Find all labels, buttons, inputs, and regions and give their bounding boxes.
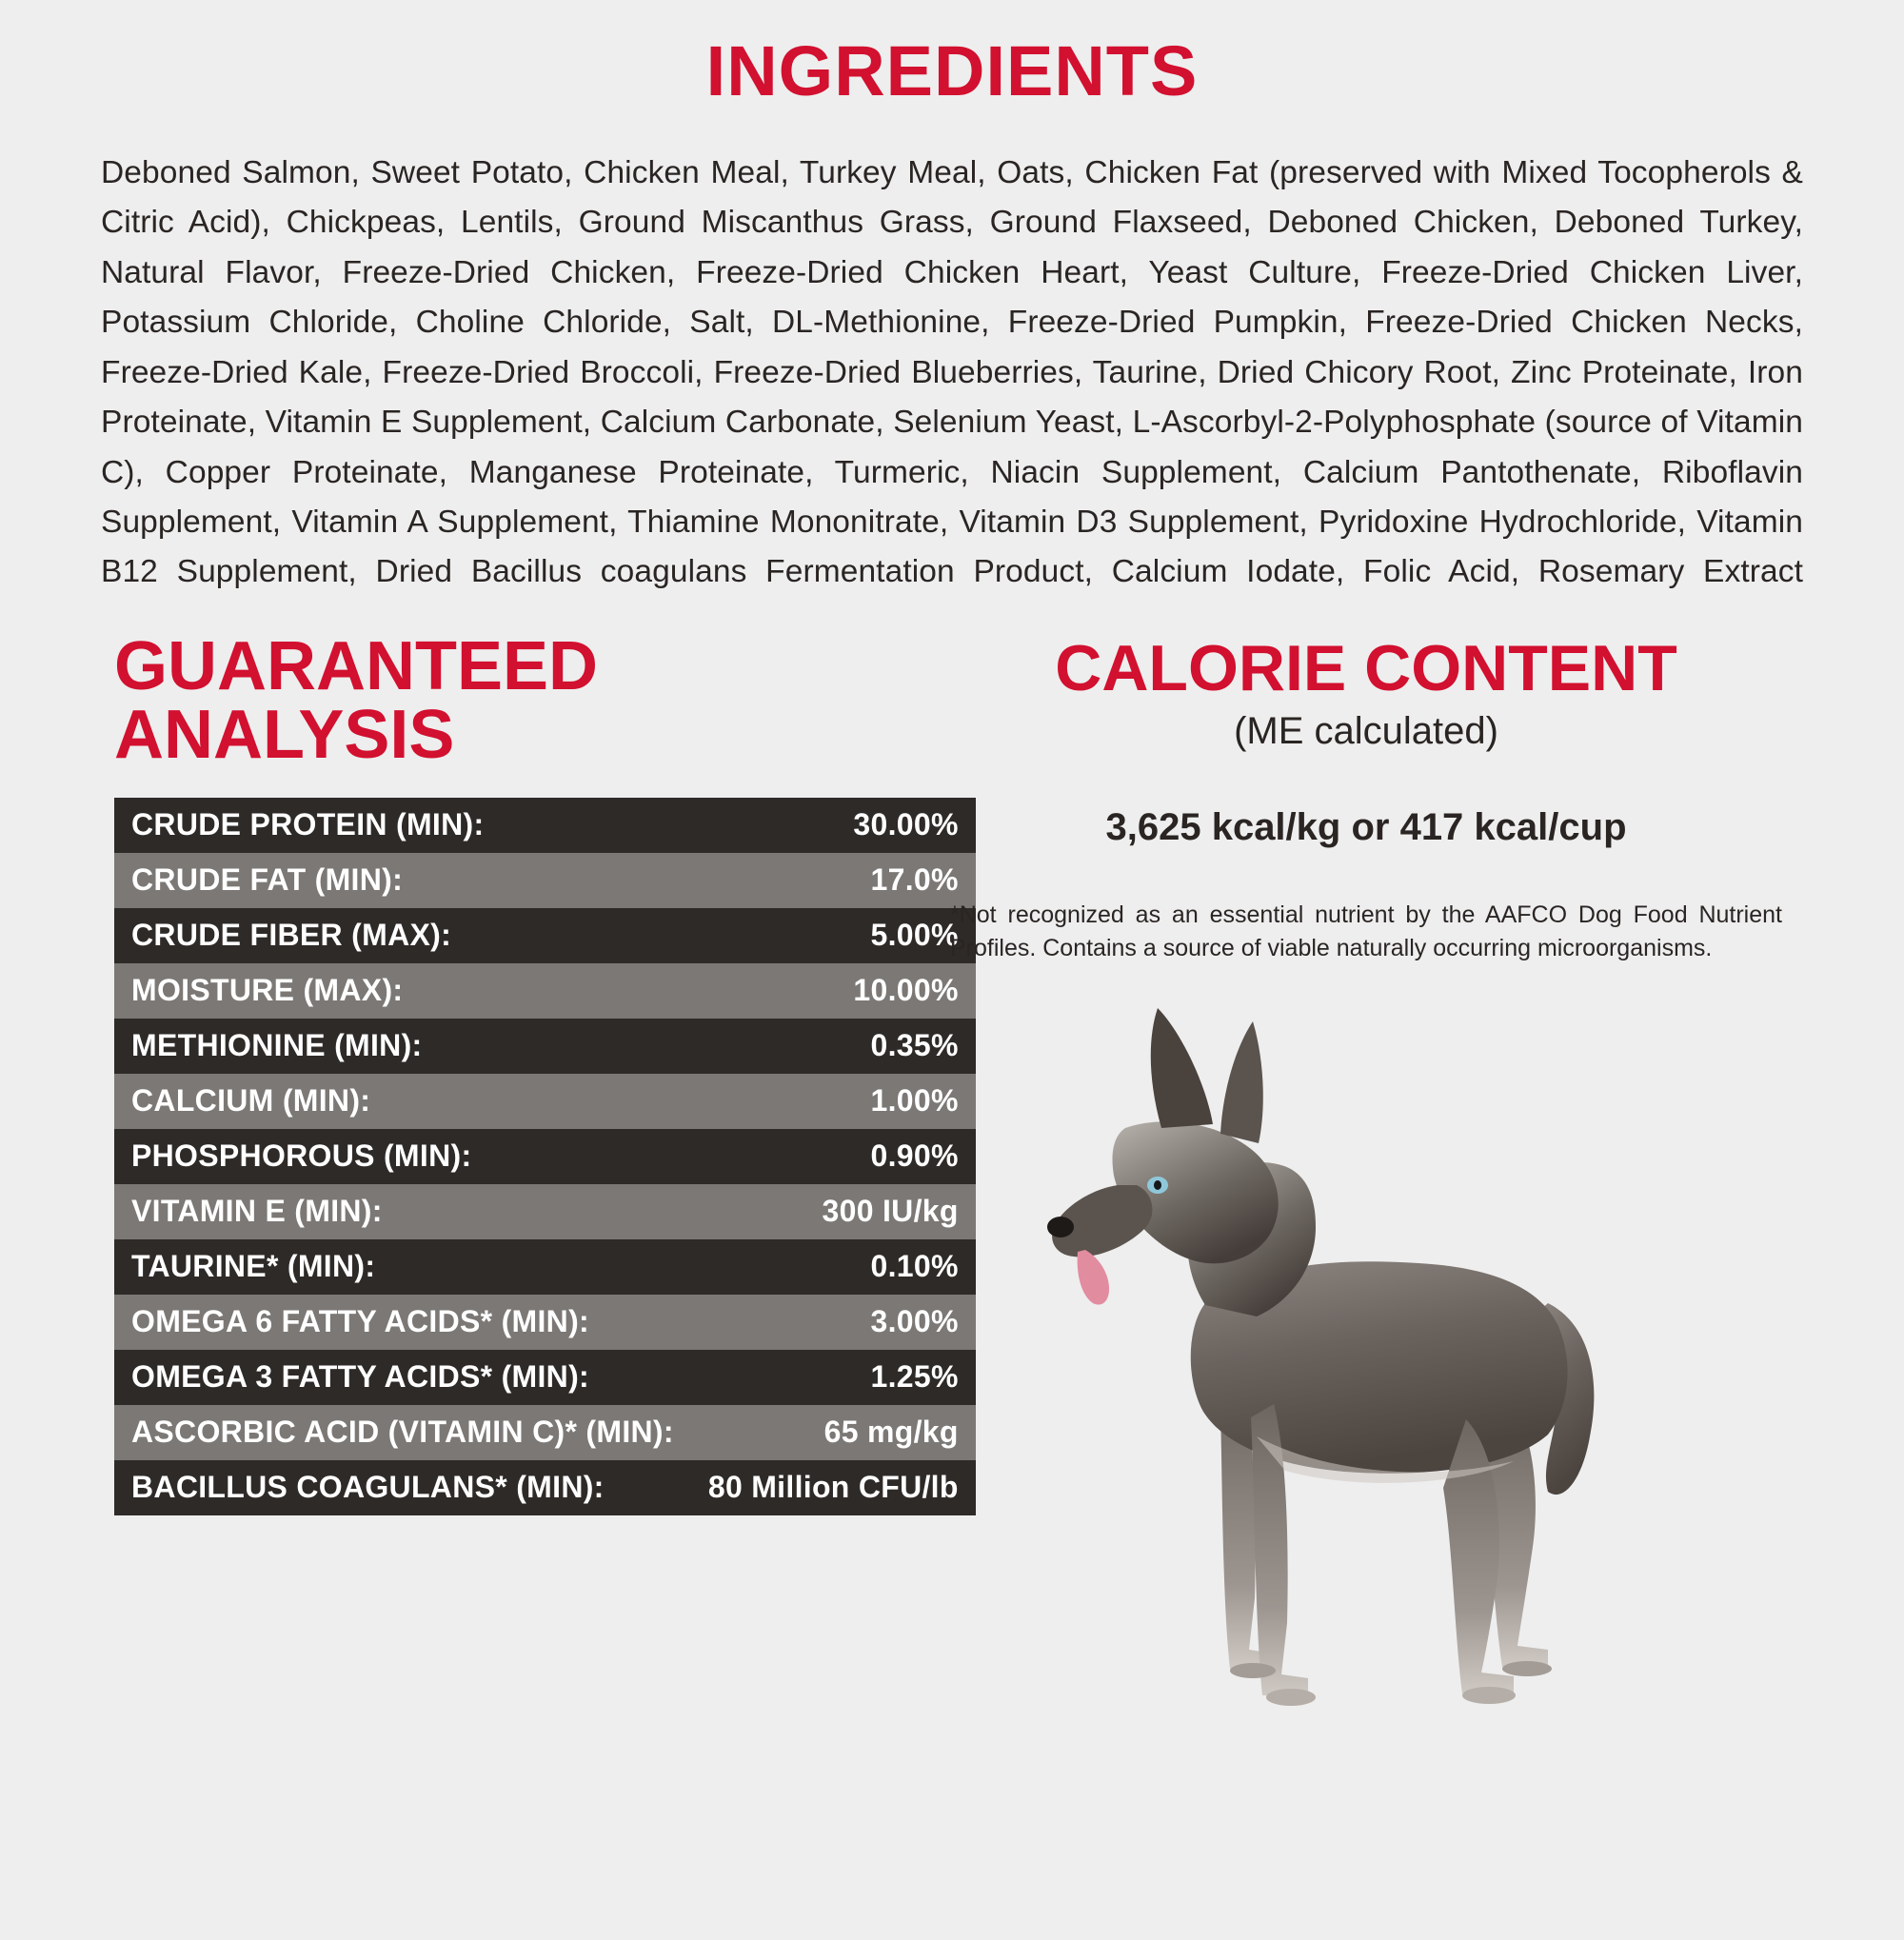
nutrient-label: PHOSPHOROUS (MIN): — [114, 1129, 691, 1184]
table-row — [114, 1239, 976, 1295]
table-row — [114, 853, 976, 908]
table-row — [114, 1074, 976, 1129]
calorie-content-heading: CALORIE CONTENT — [1055, 631, 1677, 704]
nutrient-value: 1.00% — [691, 1074, 976, 1129]
table-row — [114, 1019, 976, 1074]
table-row — [114, 1460, 976, 1515]
nutrient-label: OMEGA 3 FATTY ACIDS* (MIN): — [114, 1350, 691, 1405]
nutrient-label: METHIONINE (MIN): — [114, 1019, 691, 1074]
table-row — [114, 1129, 976, 1184]
nutrient-value: 300 IU/kg — [691, 1184, 976, 1239]
calorie-content-value: 3,625 kcal/kg or 417 kcal/cup — [1105, 805, 1627, 848]
nutrient-label: CALCIUM (MIN): — [114, 1074, 691, 1129]
table-row — [114, 798, 976, 853]
table-row — [114, 908, 976, 963]
table-row — [114, 963, 976, 1019]
calorie-content-subtitle: (ME calculated) — [1234, 709, 1498, 752]
nutrient-value: 30.00% — [691, 798, 976, 853]
ingredients-heading: INGREDIENTS — [705, 31, 1199, 110]
table-row — [114, 1405, 976, 1460]
table-row — [114, 1295, 976, 1350]
nutrient-value: 1.25% — [691, 1350, 976, 1405]
aafco-footnote: *Not recognized as an essential nutrient by the AAFCO Dog Food Nutrient Profiles. Contains a source of viable naturally occurring microorganisms. — [950, 901, 1782, 962]
nutrient-value: 65 mg/kg — [691, 1405, 976, 1460]
table-row — [114, 1350, 976, 1405]
nutrient-value: 0.35% — [691, 1019, 976, 1074]
dog-illustration-area — [885, 989, 1847, 1732]
nutrient-value: 3.00% — [691, 1295, 976, 1350]
nutrient-label: VITAMIN E (MIN): — [114, 1184, 691, 1239]
ingredients-text: Deboned Salmon, Sweet Potato, Chicken Meal, Turkey Meal, Oats, Chicken Fat (preserved with Mixed Tocopherols & Citric Acid), Chickpeas, Lentils, Ground Miscanthus Grass, Ground Flaxseed, Deboned Chicken, Deboned Turkey, Natural Flavor, Freeze-Dried Chicken, Freeze-Dried Chicken Heart, Yeast Culture, Freeze-Dried Chicken Liver, Potassium Chloride, Choline Chloride, Salt, DL-Methionine, Freeze-Dried Pumpkin, Freeze-Dried Chicken Necks, Freeze-Dried Kale, Freeze-Dried Broccoli, Freeze-Dried Blueberries, Taurine, Dried Chicory Root, Zinc Proteinate, Iron Proteinate, Vitamin E Supplement, Calcium Carbonate, Selenium Yeast, L-Ascorbyl-2-Polyphosphate (source of Vitamin C), Copper Proteinate, Manganese Proteinate, Turmeric, Niacin Supplement, Calcium Pantothenate, Riboflavin Supplement, Vitamin A Supplement, Thiamine Mononitrate, Vitamin D3 Supplement, Pyridoxine Hydrochloride, Vitamin B12 Supplement, Dried Bacillus coagulans Fermentation Product, Calcium Iodate, Folic Acid, Rosemary Extract — [101, 155, 1803, 590]
nutrient-label: OMEGA 6 FATTY ACIDS* (MIN): — [114, 1295, 691, 1350]
standing-dog-icon — [1019, 989, 1685, 1712]
nutrient-label: ASCORBIC ACID (VITAMIN C)* (MIN): — [114, 1405, 691, 1460]
nutrient-value: 0.90% — [691, 1129, 976, 1184]
nutrient-value: 17.0% — [691, 853, 976, 908]
nutrient-value: 10.00% — [691, 963, 976, 1019]
guaranteed-analysis-heading: GUARANTEED ANALYSIS — [114, 627, 599, 773]
nutrient-value: 0.10% — [691, 1239, 976, 1295]
nutrient-label: TAURINE* (MIN): — [114, 1239, 691, 1295]
nutrient-label: CRUDE FAT (MIN): — [114, 853, 691, 908]
nutrient-label: MOISTURE (MAX): — [114, 963, 691, 1019]
nutrition-panel — [0, 31, 1904, 1940]
nutrient-label: CRUDE FIBER (MAX): — [114, 908, 691, 963]
guaranteed-analysis-rows — [114, 798, 976, 1515]
lower-section — [0, 627, 1904, 1732]
nutrient-label: BACILLUS COAGULANS* (MIN): — [114, 1460, 691, 1515]
nutrient-value: 5.00% — [691, 908, 976, 963]
table-row — [114, 1184, 976, 1239]
nutrient-value: 80 Million CFU/lb — [691, 1460, 976, 1515]
calorie-content-column — [885, 632, 1904, 1732]
guaranteed-analysis-table — [114, 798, 976, 1515]
nutrient-label: CRUDE PROTEIN (MIN): — [114, 798, 691, 853]
guaranteed-analysis-column — [0, 627, 959, 1515]
